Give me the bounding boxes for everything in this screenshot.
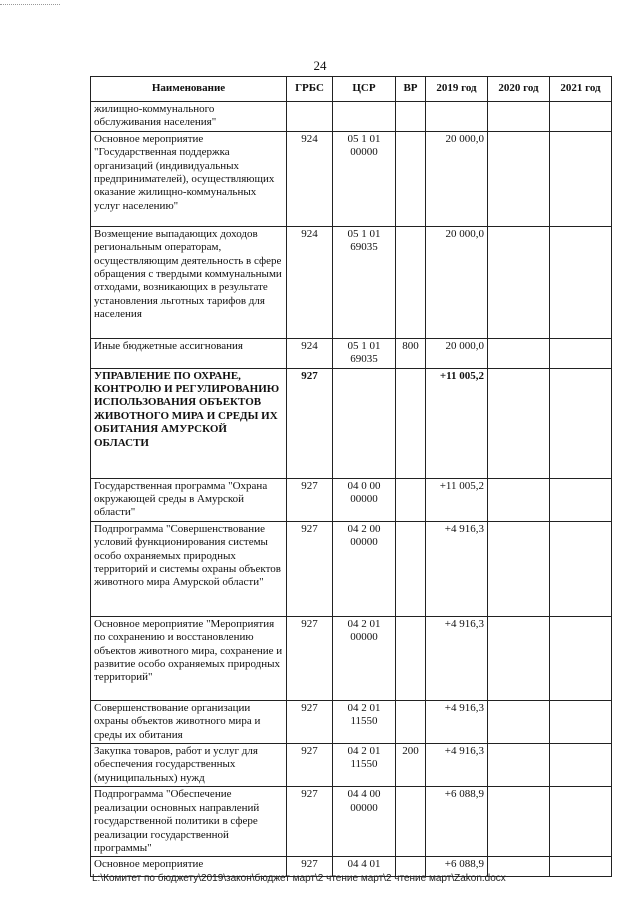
cell-2019: +11 005,2 [426, 368, 488, 478]
cell-csr: 04 2 01 11550 [333, 700, 396, 743]
cell-name: Основное мероприятие "Государственная поддержка организаций (индивидуальных предпринимателей), осуществляющих оказание жилищно-коммунальных услуг населению" [91, 131, 287, 226]
cell-csr: 05 1 01 69035 [333, 226, 396, 338]
cell-name: Закупка товаров, работ и услуг для обеспечения государственных (муниципальных) нужд [91, 744, 287, 787]
table-row [91, 478, 612, 521]
cell-2020 [488, 131, 550, 226]
header-csr: ЦСР [333, 77, 396, 102]
cell-vr [396, 700, 426, 743]
cell-csr [333, 102, 396, 132]
table-row [91, 521, 612, 616]
table-header-row [91, 77, 612, 102]
cell-2020 [488, 700, 550, 743]
cell-name: Иные бюджетные ассигнования [91, 338, 287, 368]
cell-vr: 200 [396, 744, 426, 787]
header-name: Наименование [91, 77, 287, 102]
cell-grbs: 924 [287, 226, 333, 338]
cell-grbs: 927 [287, 521, 333, 616]
cell-2019: 20 000,0 [426, 338, 488, 368]
table-row [91, 787, 612, 857]
cell-2021 [550, 131, 612, 226]
header-2019: 2019 год [426, 77, 488, 102]
cell-2020 [488, 478, 550, 521]
cell-grbs: 924 [287, 131, 333, 226]
footer-file-path: L:\Комитет по бюджету\2019\закон\бюджет март\2 чтение март\2 чтение март\Zakon.docx [92, 873, 506, 884]
cell-2021 [550, 102, 612, 132]
cell-csr [333, 368, 396, 478]
cell-name: Подпрограмма "Обеспечение реализации основных направлений государственной политики в сфере реализации государственной программы" [91, 787, 287, 857]
cell-2021 [550, 787, 612, 857]
cell-csr: 04 2 00 00000 [333, 521, 396, 616]
cell-csr: 04 4 01 [333, 857, 396, 877]
cell-2019: 20 000,0 [426, 131, 488, 226]
cell-vr [396, 131, 426, 226]
header-vr: ВР [396, 77, 426, 102]
cell-name: Совершенствование организации охраны объектов животного мира и среды их обитания [91, 700, 287, 743]
cell-2020 [488, 744, 550, 787]
cell-csr: 04 0 00 00000 [333, 478, 396, 521]
cell-grbs [287, 102, 333, 132]
cell-2021 [550, 857, 612, 877]
cell-grbs: 927 [287, 368, 333, 478]
cell-2019: 20 000,0 [426, 226, 488, 338]
cell-2019 [426, 102, 488, 132]
cell-vr [396, 478, 426, 521]
cell-name: Государственная программа "Охрана окружающей среды в Амурской области" [91, 478, 287, 521]
cell-grbs: 927 [287, 700, 333, 743]
cell-2021 [550, 521, 612, 616]
cell-2020 [488, 338, 550, 368]
cell-grbs: 927 [287, 616, 333, 700]
table-row [91, 226, 612, 338]
cell-name: Подпрограмма "Совершенствование условий функционирования системы особо охраняемых природных территорий и системы охраны объектов животного мира Амурской области" [91, 521, 287, 616]
cell-vr [396, 787, 426, 857]
cell-2021 [550, 616, 612, 700]
table-row [91, 338, 612, 368]
cell-2019: +4 916,3 [426, 616, 488, 700]
cell-2020 [488, 226, 550, 338]
header-grbs: ГРБС [287, 77, 333, 102]
cell-2021 [550, 700, 612, 743]
cell-2019: +4 916,3 [426, 700, 488, 743]
cell-2020 [488, 521, 550, 616]
table-body [91, 102, 612, 877]
table-row [91, 700, 612, 743]
cell-2020 [488, 368, 550, 478]
cell-2019: +4 916,3 [426, 521, 488, 616]
cell-csr: 04 2 01 11550 [333, 744, 396, 787]
cell-csr: 05 1 01 69035 [333, 338, 396, 368]
cell-2020 [488, 102, 550, 132]
cell-name: жилищно-коммунального обслуживания населения" [91, 102, 287, 132]
cell-vr [396, 521, 426, 616]
table-row [91, 131, 612, 226]
cell-grbs: 924 [287, 338, 333, 368]
cell-vr: 800 [396, 338, 426, 368]
cell-grbs: 927 [287, 744, 333, 787]
cell-vr [396, 226, 426, 338]
header-2021: 2021 год [550, 77, 612, 102]
cell-2019: +6 088,9 [426, 857, 488, 877]
header-2020: 2020 год [488, 77, 550, 102]
cell-2020 [488, 616, 550, 700]
table-row [91, 368, 612, 478]
cell-csr: 04 4 00 00000 [333, 787, 396, 857]
page-number: 24 [313, 58, 327, 73]
cell-vr [396, 616, 426, 700]
cell-2021 [550, 478, 612, 521]
cell-2020 [488, 787, 550, 857]
cell-2021 [550, 338, 612, 368]
cell-grbs: 927 [287, 787, 333, 857]
cell-2021 [550, 226, 612, 338]
cell-name: УПРАВЛЕНИЕ ПО ОХРАНЕ, КОНТРОЛЮ И РЕГУЛИРОВАНИЮ ИСПОЛЬЗОВАНИЯ ОБЪЕКТОВ ЖИВОТНОГО МИРА И СРЕДЫ ИХ ОБИТАНИЯ АМУРСКОЙ ОБЛАСТИ [91, 368, 287, 478]
cell-name: Основное мероприятие "Мероприятия по сохранению и восстановлению объектов животного мира, сохранение и развитие особо охраняемых природных территорий" [91, 616, 287, 700]
cell-2019: +11 005,2 [426, 478, 488, 521]
scan-corner-mark [0, 4, 60, 5]
cell-2021 [550, 744, 612, 787]
cell-csr: 04 2 01 00000 [333, 616, 396, 700]
cell-grbs: 927 [287, 478, 333, 521]
table-row [91, 616, 612, 700]
budget-table [90, 76, 612, 877]
table-row [91, 744, 612, 787]
cell-name: Основное мероприятие [91, 857, 287, 877]
cell-name: Возмещение выпадающих доходов региональным операторам, осуществляющим деятельность в сфере обращения с твердыми коммунальными отходами, возникающих в результате установления льготных тарифов для населения [91, 226, 287, 338]
cell-csr: 05 1 01 00000 [333, 131, 396, 226]
cell-2019: +4 916,3 [426, 744, 488, 787]
cell-2021 [550, 368, 612, 478]
cell-grbs: 927 [287, 857, 333, 877]
cell-vr [396, 102, 426, 132]
table-row [91, 102, 612, 132]
cell-2019: +6 088,9 [426, 787, 488, 857]
cell-vr [396, 368, 426, 478]
